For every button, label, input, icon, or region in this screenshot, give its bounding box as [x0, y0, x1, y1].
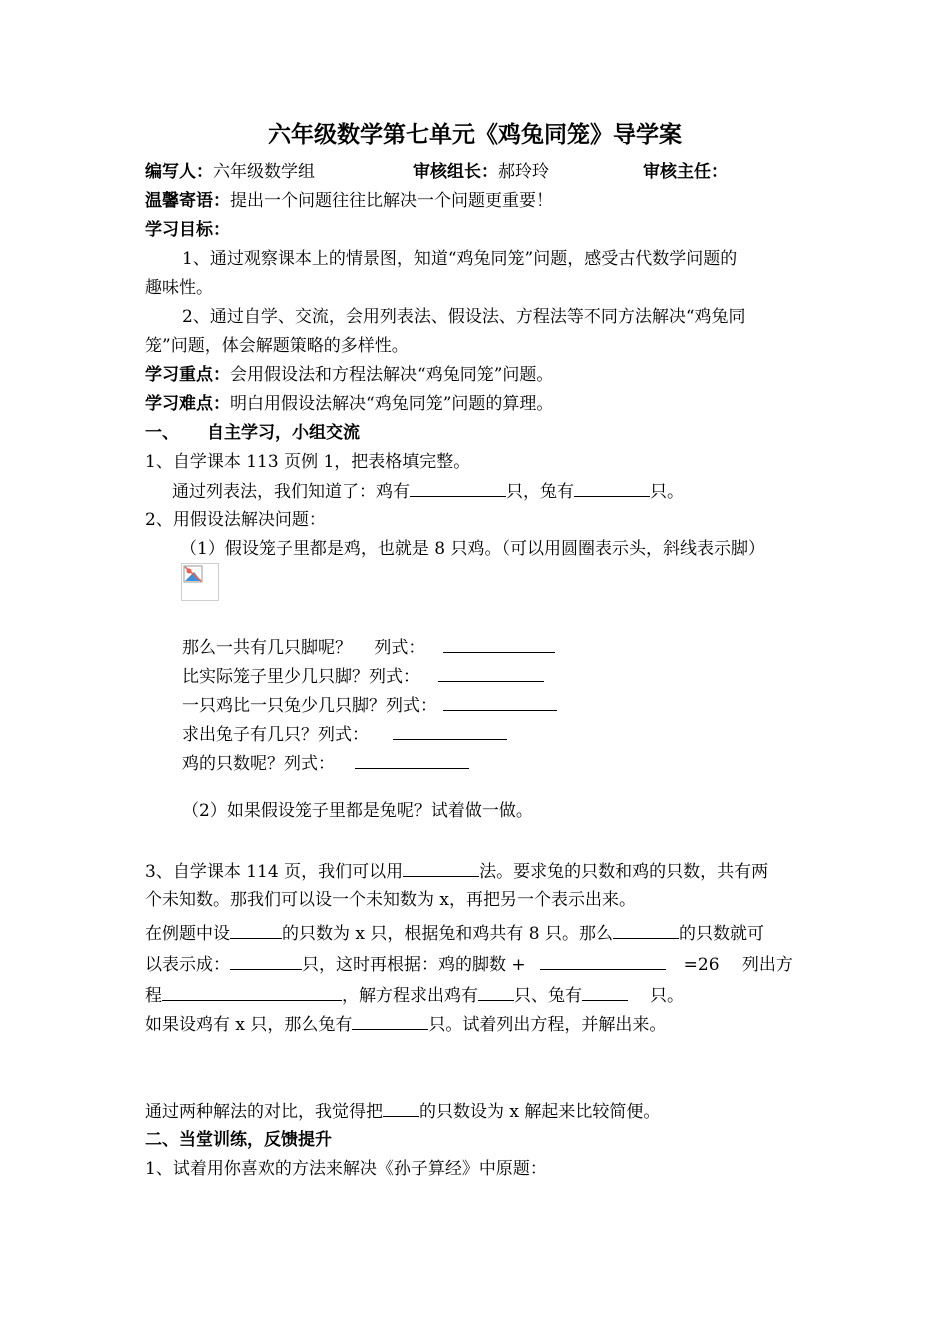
ask-1-blank[interactable]	[443, 635, 555, 653]
key-text: 会用假设法和方程法解决“鸡兔同笼”问题。	[230, 365, 554, 385]
q1-text-a: 通过列表法，我们知道了：鸡有	[172, 482, 410, 502]
ask-2-text: 比实际笼子里少几只脚？列式：	[182, 667, 420, 687]
question-2-part-2: （2）如果假设笼子里都是兔呢？试着做一做。	[182, 801, 533, 821]
rabbit-expression-blank[interactable]	[352, 1012, 428, 1030]
compare-text-a: 通过两种解法的对比，我觉得把	[145, 1102, 383, 1122]
section-1-number: 一、	[145, 423, 179, 443]
q3-text-b: 法。要求兔的只数和鸡的只数，共有两	[479, 862, 769, 882]
ask-chicken-count	[182, 751, 469, 776]
question-3-line-f	[145, 1012, 666, 1037]
question-3-line-b: 个未知数。那我们可以设一个未知数为 x，再把另一个表示出来。	[145, 890, 636, 910]
writer-value: 六年级数学组	[213, 162, 315, 182]
q1-text-b: 只，兔有	[506, 482, 574, 502]
question-3-line-e	[145, 983, 684, 1008]
leader-value: 郝玲玲	[498, 162, 549, 182]
difficulty-point	[145, 392, 553, 416]
leader-row	[413, 160, 549, 184]
ask-4-blank[interactable]	[393, 722, 507, 740]
rabbit-result-blank[interactable]	[582, 983, 628, 1001]
writer-label: 编写人：	[145, 162, 213, 182]
question-1-answer	[172, 479, 684, 504]
expression-blank[interactable]	[230, 952, 302, 970]
section-1-heading	[145, 421, 360, 445]
difficulty-text: 明白用假设法解决“鸡兔同笼”问题的算理。	[230, 394, 554, 414]
method-blank[interactable]	[403, 859, 479, 877]
section-2-heading: 二、当堂训练，反馈提升	[145, 1130, 332, 1150]
ask-1-text: 那么一共有几只脚呢？ 列式：	[182, 638, 426, 658]
q3-text-a: 3、自学课本 114 页，我们可以用	[145, 862, 404, 882]
header-row	[145, 160, 315, 184]
comparison-line	[145, 1099, 660, 1124]
rabbit-count-blank[interactable]	[574, 479, 650, 497]
practice-question-1: 1、试着用你喜欢的方法来解决《孙子算经》中原题：	[145, 1159, 547, 1179]
q3-text-f1: 程	[145, 986, 162, 1006]
chicken-result-blank[interactable]	[478, 983, 514, 1001]
broken-image-icon	[181, 563, 219, 601]
q3-text-e1: 以表示成：	[145, 955, 230, 975]
unknown-blank[interactable]	[230, 921, 282, 939]
compare-text-b: 的只数设为 x 解起来比较简便。	[419, 1102, 661, 1122]
ask-feet-difference	[182, 693, 557, 718]
leader-label: 审核组长：	[413, 162, 498, 182]
goal-1-line-b: 趣味性。	[145, 278, 213, 298]
key-label: 学习重点：	[145, 365, 230, 385]
q3-text-d3: 的只数就可	[679, 924, 765, 944]
ask-missing-feet	[182, 664, 544, 689]
question-3-line-d	[145, 952, 793, 977]
goal-2-line-a: 2、通过自学、交流，会用列表法、假设法、方程法等不同方法解决“鸡兔同	[182, 307, 746, 327]
ask-3-blank[interactable]	[443, 693, 557, 711]
simpler-unknown-blank[interactable]	[383, 1099, 419, 1117]
ask-3-text: 一只鸡比一只兔少几只脚？列式：	[182, 696, 437, 716]
q3-text-g1: 如果设鸡有 x 只，那么兔有	[145, 1015, 353, 1035]
director-row	[643, 160, 728, 184]
ask-rabbit-count	[182, 722, 507, 747]
chicken-count-blank[interactable]	[410, 479, 506, 497]
motto	[145, 189, 553, 213]
question-3-line-a	[145, 859, 768, 884]
q3-text-g2: 只。试着列出方程，并解出来。	[428, 1015, 667, 1035]
question-1: 1、自学课本 113 页例 1，把表格填完整。	[145, 452, 471, 472]
rabbit-feet-blank[interactable]	[540, 952, 666, 970]
motto-label: 温馨寄语：	[145, 191, 230, 211]
question-3-line-c	[145, 921, 764, 946]
director-label: 审核主任：	[643, 162, 728, 182]
q3-text-f4: 只。	[650, 986, 684, 1006]
q3-text-f2: ，解方程求出鸡有	[342, 986, 478, 1006]
ask-total-feet	[182, 635, 555, 660]
goal-2-line-b: 笼”问题，体会解题策略的多样性。	[145, 336, 409, 356]
question-2-part-1: （1）假设笼子里都是鸡，也就是 8 只鸡。（可以用圆圈表示头，斜线表示脚）	[180, 539, 765, 559]
key-point	[145, 363, 553, 387]
q3-text-e3: =26 列出方	[683, 955, 793, 975]
motto-text: 提出一个问题往往比解决一个问题更重要！	[230, 191, 553, 211]
goal-1-line-a: 1、通过观察课本上的情景图，知道“鸡兔同笼”问题，感受古代数学问题的	[182, 249, 738, 269]
q3-text-f3: 只、兔有	[514, 986, 582, 1006]
ask-5-blank[interactable]	[355, 751, 469, 769]
question-2: 2、用假设法解决问题：	[145, 510, 326, 530]
difficulty-label: 学习难点：	[145, 394, 230, 414]
other-animal-blank[interactable]	[613, 921, 679, 939]
q3-text-d1: 在例题中设	[145, 924, 230, 944]
q1-text-c: 只。	[650, 482, 684, 502]
ask-5-text: 鸡的只数呢？列式：	[182, 754, 335, 774]
equation-blank[interactable]	[162, 983, 342, 1001]
section-1-title: 自主学习，小组交流	[207, 423, 360, 443]
ask-4-text: 求出兔子有几只？列式：	[182, 725, 369, 745]
q3-text-e2: 只，这时再根据：鸡的脚数 +	[302, 955, 526, 975]
ask-2-blank[interactable]	[438, 664, 544, 682]
page-title: 六年级数学第七单元《鸡兔同笼》导学案	[268, 121, 682, 148]
q3-text-d2: 的只数为 x 只，根据兔和鸡共有 8 只。那么	[282, 924, 614, 944]
goals-label: 学习目标：	[145, 220, 230, 240]
